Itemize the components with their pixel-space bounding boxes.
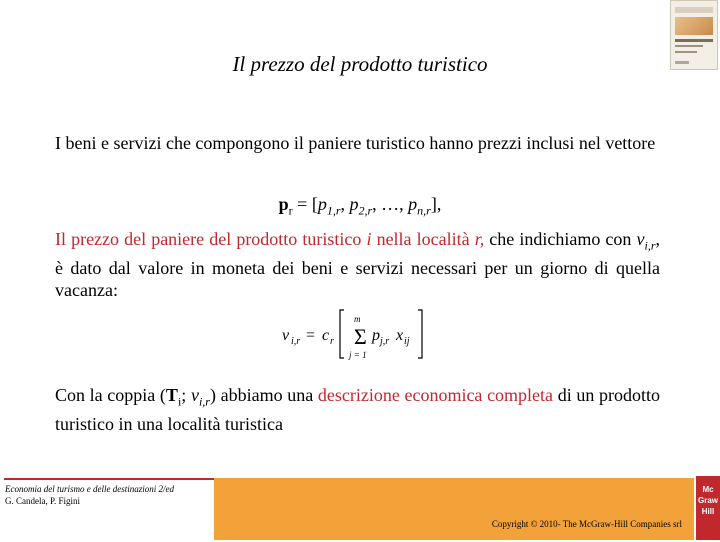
svg-text:j = 1: j = 1 — [349, 350, 367, 360]
svg-text:x: x — [396, 327, 404, 344]
intro-paragraph: I beni e servizi che compongono il paniere turistico hanno prezzi inclusi nel vettore — [55, 133, 656, 153]
copyright-notice: Copyright © 2010- The McGraw-Hill Companies srl — [491, 519, 682, 529]
svg-text:=: = — [306, 327, 316, 344]
slide-title: Il prezzo del prodotto turistico — [232, 52, 488, 76]
svg-text:c: c — [322, 327, 330, 344]
svg-text:i,r: i,r — [291, 336, 301, 347]
price-vector: $p_r = [p_{1,r}$, $p_{2,r}$, …, $p_{n,r}$], — [278, 194, 442, 218]
footer-authors: G. Candela, P. Figini — [5, 496, 81, 506]
conclusion-paragraph: Con la coppia ($T_i$; $v_{i,r}$) abbiamo una descrizione economica completa di un prodotto turistico in una località turistica — [55, 385, 660, 434]
definition-paragraph: Il prezzo del paniere del prodotto turistico i nella località r, che indichiamo con $v_{i,r}$, è dato dal valore in moneta dei beni e servizi necessari per un giorno di quella vacanza: — [55, 229, 660, 300]
footer-book-title: Economia del turismo e delle destinazioni 2/ed — [5, 484, 174, 494]
svg-text:m: m — [354, 314, 361, 324]
svg-text:p: p — [372, 327, 380, 344]
footer-bar — [214, 478, 694, 540]
footer-source — [4, 478, 214, 542]
formula-lhs: v — [282, 327, 290, 344]
price-formula — [282, 302, 442, 366]
sigma-symbol: Σ — [354, 324, 367, 349]
svg-text:j,r: j,r — [380, 336, 390, 347]
svg-text:ij: ij — [404, 336, 410, 347]
mcgraw-hill-logo: Mc Graw Hill — [696, 476, 720, 540]
svg-text:r: r — [330, 336, 334, 347]
